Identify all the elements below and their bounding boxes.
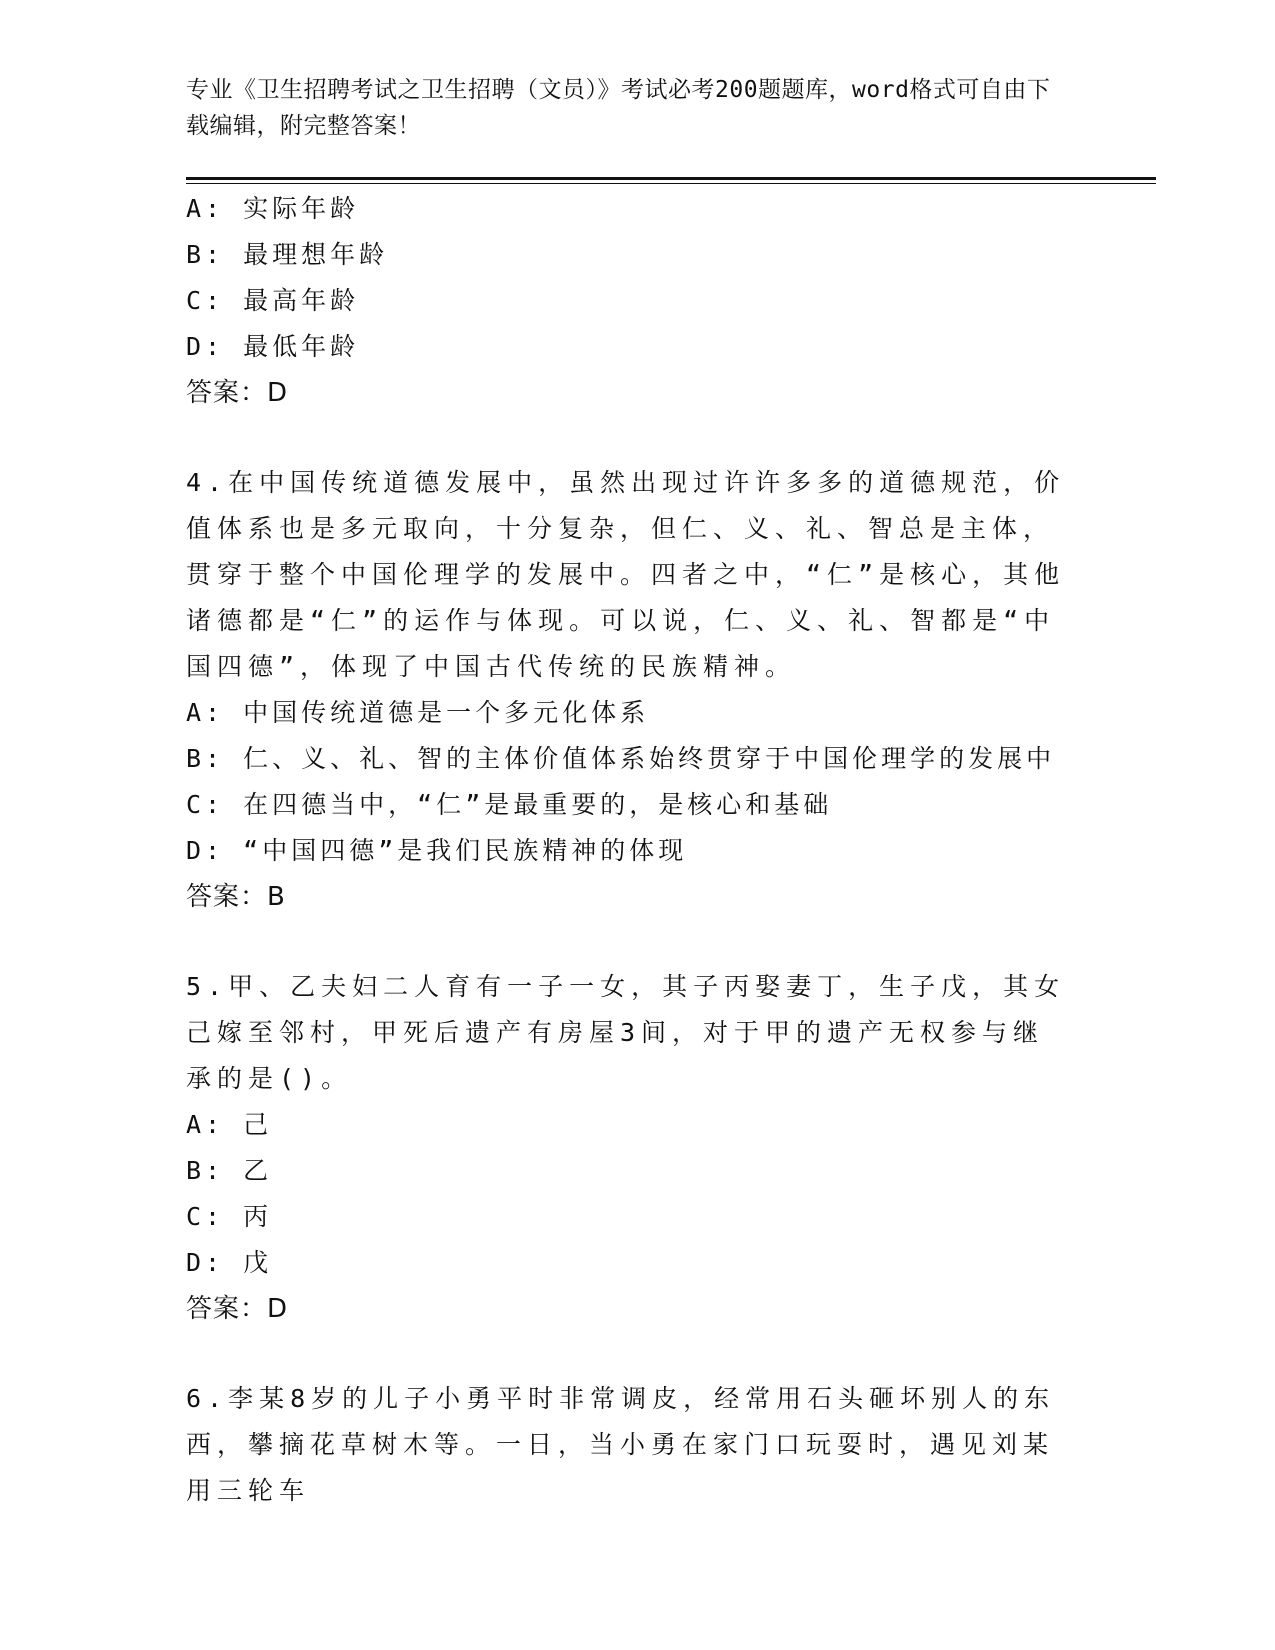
- question-3-tail: [186, 186, 1066, 416]
- option-b: B: 最理想年龄: [186, 240, 389, 269]
- option-a: A: 实际年龄: [186, 194, 360, 223]
- option-d: D: “中国四德”是我们民族精神的体现: [186, 836, 688, 865]
- question-4: [186, 460, 1066, 920]
- option-b: B: 乙: [186, 1156, 273, 1185]
- question-6: [186, 1376, 1066, 1514]
- answer-line: 答案：B: [186, 882, 286, 912]
- option-c: C: 在四德当中，“仁”是最重要的，是核心和基础: [186, 790, 833, 819]
- answer-line: 答案：D: [186, 378, 289, 408]
- option-a: A: 己: [186, 1110, 273, 1139]
- option-a: A: 中国传统道德是一个多元化体系: [186, 698, 650, 727]
- document-body: [186, 186, 1066, 1514]
- header-rule-thin: [186, 183, 1156, 184]
- answer-line: 答案：D: [186, 1294, 289, 1324]
- question-stem: 5.甲、乙夫妇二人育有一子一女，其子丙娶妻丁，生子戊，其女己嫁至邻村，甲死后遗产有房屋3间，对于甲的遗产无权参与继承的是()。: [186, 972, 1066, 1093]
- option-d: D: 最低年龄: [186, 332, 360, 361]
- question-stem: 4.在中国传统道德发展中，虽然出现过许许多多的道德规范，价值体系也是多元取向，十分复杂，但仁、义、礼、智总是主体，贯穿于整个中国伦理学的发展中。四者之中，“仁”是核心，其他诸德都是“仁”的运作与体现。可以说，仁、义、礼、智都是“中国四德”，体现了中国古代传统的民族精神。: [186, 468, 1066, 681]
- option-c: C: 丙: [186, 1202, 273, 1231]
- document-header: 专业《卫生招聘考试之卫生招聘（文员）》考试必考200题题库，word格式可自由下载编辑，附完整答案！: [186, 77, 1051, 139]
- header-rule-thick: [186, 177, 1156, 180]
- question-stem: 6.李某8岁的儿子小勇平时非常调皮，经常用石头砸坏别人的东西，攀摘花草树木等。一日，当小勇在家门口玩耍时，遇见刘某用三轮车: [186, 1384, 1056, 1505]
- option-c: C: 最高年龄: [186, 286, 360, 315]
- question-5: [186, 964, 1066, 1332]
- option-d: D: 戊: [186, 1248, 273, 1277]
- option-b: B: 仁、义、礼、智的主体价值体系始终贯穿于中国伦理学的发展中: [186, 744, 1056, 773]
